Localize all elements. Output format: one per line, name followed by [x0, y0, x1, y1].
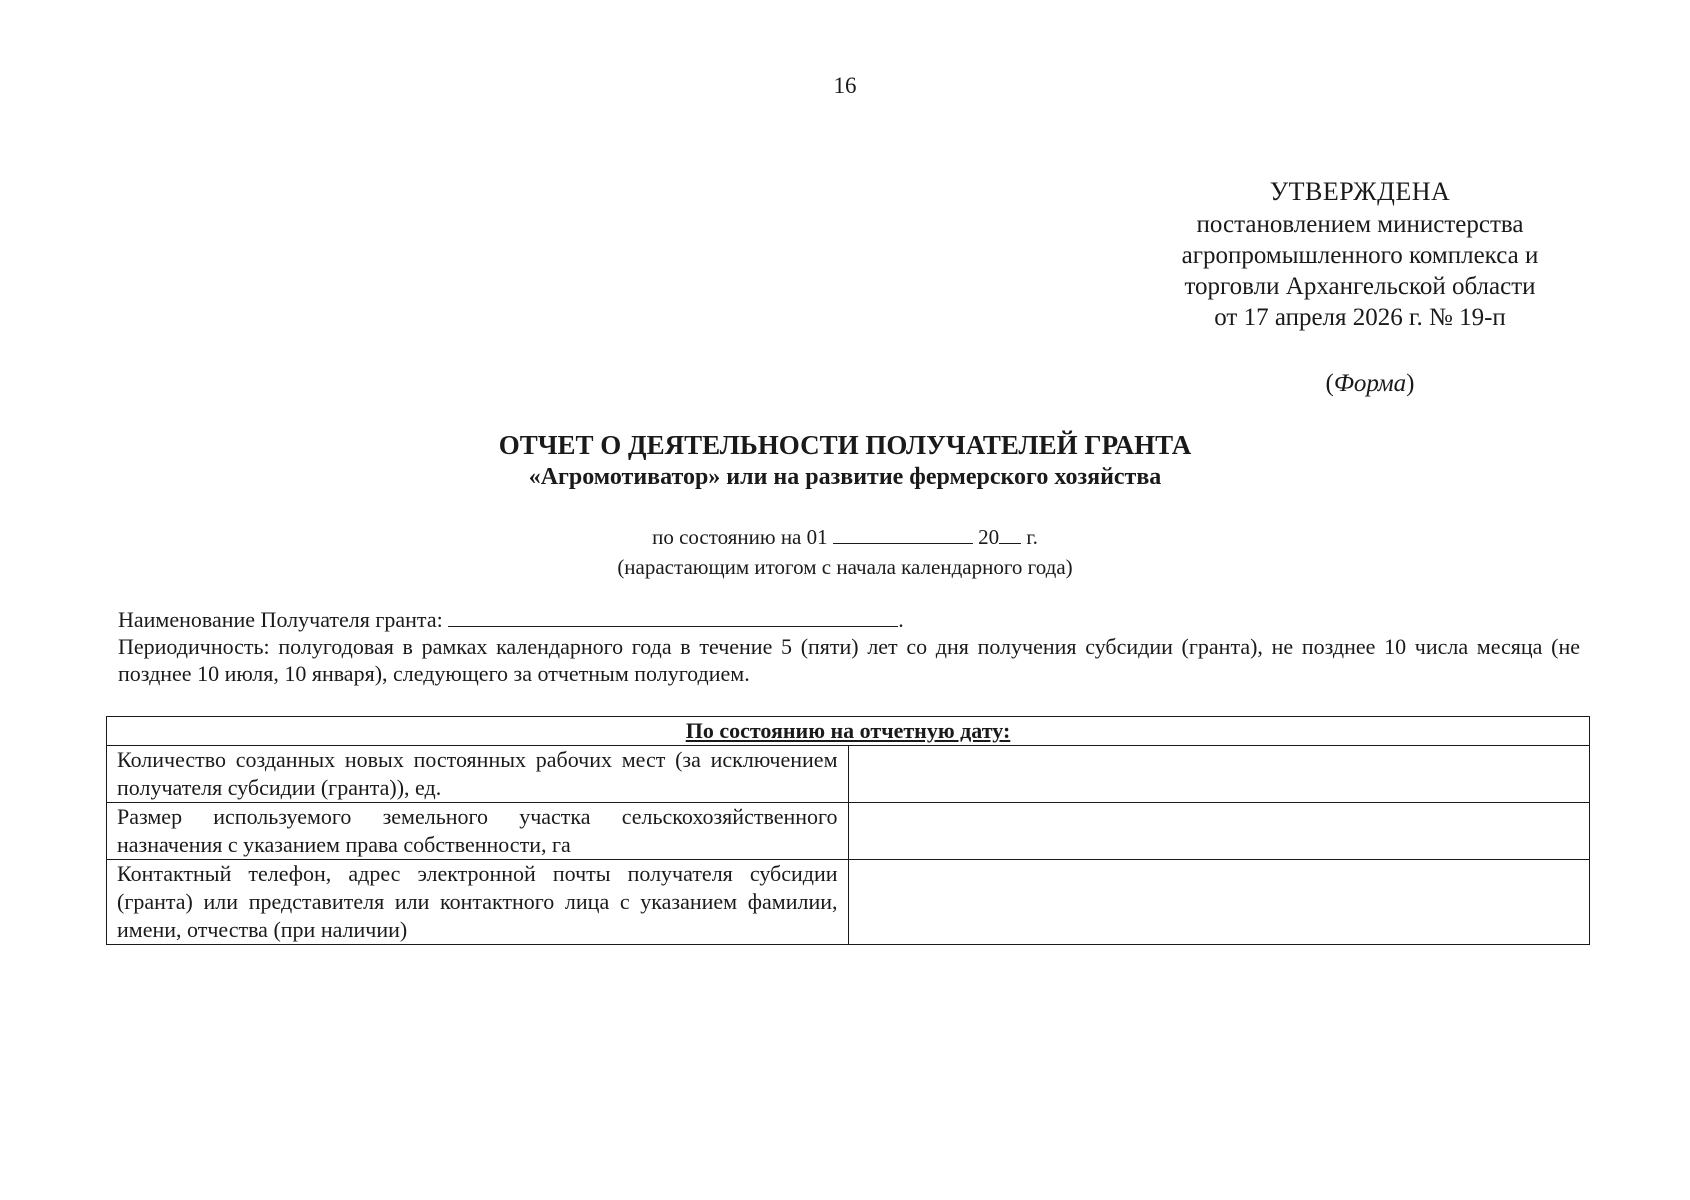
as-of-suffix: г.	[1026, 525, 1038, 549]
row-label-land: Размер используемого земельного участка сельскохозяйственного назначения с указанием права собственности, га	[107, 803, 849, 860]
table-row	[107, 803, 1590, 860]
as-of-date-line	[0, 522, 1690, 552]
form-mark-close: )	[1406, 370, 1415, 397]
table-row	[107, 860, 1590, 945]
recipient-name-label: Наименование Получателя гранта:	[118, 607, 443, 632]
approval-line: агропромышленного комплекса и	[1181, 242, 1539, 269]
recipient-name-line	[118, 606, 1580, 633]
recipient-name-blank[interactable]	[448, 608, 898, 627]
title-line-1: ОТЧЕТ О ДЕЯТЕЛЬНОСТИ ПОЛУЧАТЕЛЕЙ ГРАНТА	[498, 430, 1192, 460]
row-label-contact: Контактный телефон, адрес электронной почты получателя субсидии (гранта) или представителя или контактного лица с указанием фамилии, имени, отчества (при наличии)	[107, 860, 849, 945]
approved-word: УТВЕРЖДЕНА	[1269, 177, 1451, 206]
recipient-name-end: .	[898, 607, 904, 632]
recipient-block	[118, 606, 1580, 687]
table-header: По состоянию на отчетную дату:	[107, 717, 1590, 746]
year-blank[interactable]	[999, 525, 1021, 544]
approval-line: от 17 апреля 2026 г. № 19-п	[1214, 304, 1506, 331]
form-mark-word: Форма	[1333, 370, 1407, 397]
approval-line: постановлением министерства	[1196, 211, 1524, 238]
row-value-land[interactable]	[848, 803, 1590, 860]
title-line-2: «Агромотиватор» или на развитие фермерского хозяйства	[528, 464, 1162, 490]
periodicity-text: Периодичность: полугодовая в рамках календарного года в течение 5 (пяти) лет со дня получения субсидии (гранта), не позднее 10 числа месяца (не позднее 10 июля, 10 января), следующего за отчетным полугодием.	[118, 634, 1580, 686]
as-of-prefix: по состоянию на 01	[652, 525, 828, 549]
form-mark-open: (	[1325, 370, 1334, 397]
table-row	[107, 746, 1590, 803]
form-mark	[1290, 370, 1450, 398]
row-label-jobs: Количество созданных новых постоянных рабочих мест (за исключением получателя субсидии (гранта)), ед.	[107, 746, 849, 803]
report-table	[106, 716, 1590, 945]
as-of-block	[0, 522, 1690, 582]
year-prefix: 20	[978, 525, 1000, 549]
row-value-contact[interactable]	[848, 860, 1590, 945]
report-title	[0, 428, 1690, 492]
as-of-note: (нарастающим итогом с начала календарного года)	[617, 555, 1073, 579]
month-blank[interactable]	[833, 525, 973, 544]
page-number: 16	[833, 73, 857, 98]
row-value-jobs[interactable]	[848, 746, 1590, 803]
approval-block	[1120, 176, 1600, 333]
approval-line: торговли Архангельской области	[1184, 273, 1536, 300]
